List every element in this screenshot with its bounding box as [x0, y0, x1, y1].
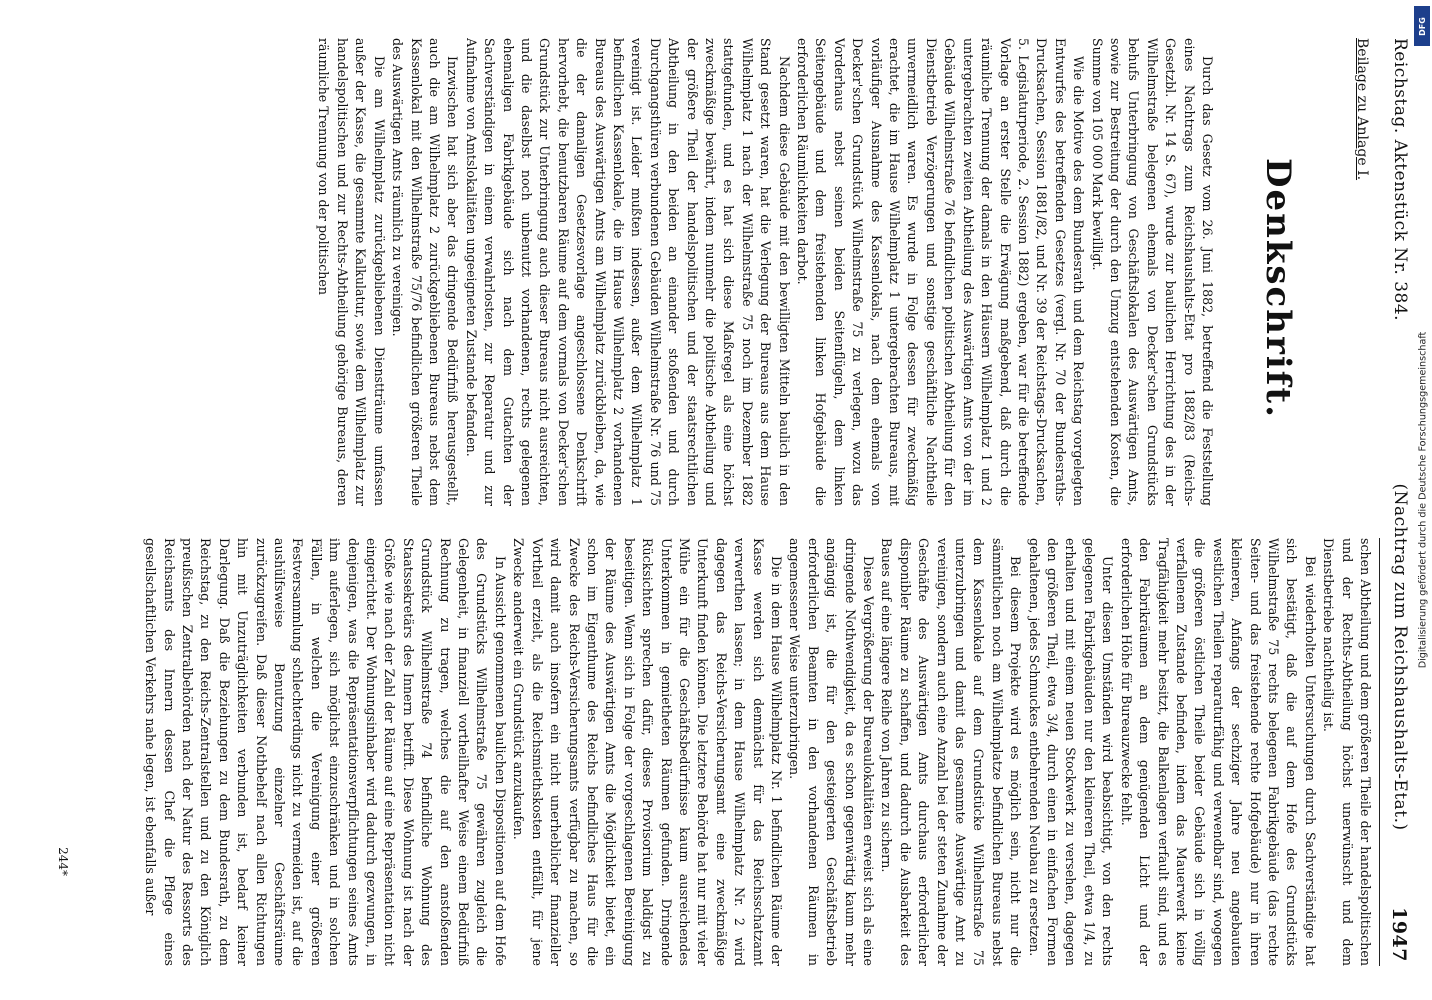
left-column — [314, 38, 1216, 506]
rotated-page-content — [56, 38, 1416, 966]
paragraph: In Aussicht genommenen baulichen Dispositionen auf dem Hofe des Grundstücks Wilhelmstraße 75 gewähren zugleich die Gelegenheit, in finanziell vortheilhafter Weise einem Bedürfniß Rechnung zu tragen, welches die auf den anstoßenden Grundstück Wilhelmstraße 74 befindliche Wohnung des Staatssekretärs des Innern betrifft. Diese Wohnung ist nach der Größe wie nach der Zahl der Räume auf eine Repräsentation nicht eingerichtet. Der Wohnungsinhaber wird dadurch gezwungen, in denjenigen, was die Repräsentationsverpflichtungen seines Amts ihm auferlegen, sich möglichst einzuschränken und in solchen Fällen, in welchen die Vereinigung einer größeren Festversammlung schlechterdings nicht zu vermeiden ist, auf die aushülfsweise Benutzung einzelner Geschäftsräume zurückzugreifen. Daß dieser Nothbehelf nach allen Richtungen hin mit Unzuträglichkeiten verbunden ist, bedarf keiner Darlegung. Daß die Beziehungen zu dem Bundesrath, zu dem Reichstag, zu den Reichs-Zentralstellen und zu den Königlich preußischen Zentralbehörden nach der Natur des Ressorts des Reichsamts des Innern dessen Chef die Pflege eines gesellschaftlichen Verkehrs nahe legen, ist ebenfalls außer — [143, 538, 508, 966]
header-rule — [1379, 538, 1380, 966]
paragraph: Nachdem diese Gebäude mit den bewilligten Mitteln baulich in den Stand gesetzt waren, hat die Verlegung der Bureaus aus dem Hause Wilhelmplatz 1 nach der Wilhelmstraße 75 noch im Dezember 1882 stattgefunden, und es hat sich diese Maßregel als eine höchst zweckmäßige bewährt, indem nunmehr die politische Abtheilung und der größere Theil der handelspolitischen und der staatsrechtlichen Abtheilung in den beiden an einander stoßenden und durch Durchgangsthüren verbundenen Gebäuden Wilhelmstraße Nr. 76 und 75 vereinigt ist. Leider mußten indessen, außer dem Wilhelmplatz 1 befindlichen Kassenlokale, die im Hause Wilhelmplatz 2 vorhandenen Bureaus des Auswärtigen Amts am Wilhelmplatz zurückbleiben, da, wie die der damaligen Gesetzesvorlage angeschlossene Denkschrift hervorhebt, die benutzbaren Räume auf dem vormals von Decker'schen Grundstück zur Unterbringung auch dieser Bureaus nicht ausreichten, und die daselbst noch unbenutzt vorhandenen, rechts gelegenen ehemaligen Fabrikgebäude sich nach dem Gutachten der Sachverständigen in einem verwahrlosten, zur Reparatur und zur Aufnahme von Amtslokalitäten ungeeigneten Zustande befanden. — [463, 38, 792, 506]
paragraph: Unter diesen Umständen wird beabsichtigt, von den rechts gelegenen Fabrikgebäuden nur den kleineren Theil, etwa 1/4, zu erhalten und mit einem neuen Stockwerk zu versehen, dagegen den größeren Theil, etwa 3/4, durch einen in einfachen Formen gehaltenen, jedes Schmuckes entbehrenden Neubau zu ersetzen. — [1026, 538, 1116, 966]
footer-mark: 244* — [56, 847, 70, 876]
paragraph: Die in dem Hause Wilhelmplatz Nr. 1 befindlichen Räume der Kasse werden sich demnächst für das Reichsschatzamt verwerthen lassen; in dem Hause Wilhelmplatz Nr. 2 wird dagegen das Reichs-Versicherungsamt eine zweckmäßige Unterkunft finden können. Die letztere Behörde hat nur mit vieler Mühe ein für die Geschäftsbedürfnisse kaum ausreichendes Unterkommen in gemietheten Räumen gefunden. Dringende Rücksichten sprechen dafür, dieses Provisorium baldigst zu beseitigen. Wenn sich in Folge der vorgeschlagenen Bereinigung der Räume des Auswärtigen Amts die Möglichkeit bietet, ein schon im Eigenthume des Reichs befindliches Haus für die Zwecke des Reichs-Versicherungsamts verfügbar zu machen, so wird damit auch insofern ein nicht unerheblicher finanzieller Vortheil erzielt, als die Reichsmiethskosten entfällt, für jene Zwecke anderweit ein Grundstück anzukaufen. — [511, 538, 784, 966]
credit-line — [1416, 0, 1430, 1000]
paragraph: Inzwischen hat sich aber das dringende Bedürfniß herausgestellt, auch die am Wilhelmplatz 2 zurückgebliebenen Bureaus nebst dem Kassenlokal mit den Wilhelmstraße 75/76 befindlichen größeren Theile des Auswärtigen Amts räumlich zu vereinigen. — [390, 38, 461, 506]
paragraph: Durch das Gesetz vom 26. Juni 1882, betreffend die Feststellung eines Nachtrags zum Reichshaushalts-Etat pro 1882/83 (Reichs-Gesetzbl. Nr. 14 S. 67), wurde zur baulichen Herrichtung des in der Wilhelmstraße belegenen ehemals von Decker'schen Grundstücks behufs Unterbringung von Geschäftslokalen des Auswärtigen Amts, sowie zur Bestreitung der durch den Umzug entstehenden Kosten, die Summe von 105 000 Mark bewilligt. — [1089, 38, 1215, 506]
header-middle: (Nachtrag zum Reichshaushalts-Etat.) — [1390, 483, 1410, 831]
credit-text: Digitalisierung gefördert durch die Deutsche Forschungsgemeinschaft — [1417, 331, 1429, 669]
paragraph: schen Abtheilung und dem größeren Theile der handelspolitischen und der Rechts-Abtheilung höchst unerwünscht und dem Dienstbetriebe nachtheilig ist. — [1321, 538, 1373, 966]
page-number: 1947 — [1388, 907, 1410, 962]
header-left: Reichstag. Aktenstück Nr. 384. — [1390, 38, 1410, 322]
right-column — [141, 538, 1374, 966]
paragraph: Die am Wilhelmplatz zurückgebliebenen Dienstträume umfassen außer der Kasse, die gesammte Kalkulatur, sowie dem Wilhelmplatz zur handelspolitischen und zur Rechts-Abtheilung gehörige Bureaus, deren räumliche Trennung von der politischen — [316, 38, 387, 506]
dfg-logo: DFG — [1414, 6, 1430, 46]
paragraph: Diese Vergrößerung der Bureaulokalitäten erweist sich als eine dringende Nothwendigkeit, da es schon gegenwärtig kaum mehr angängig ist, die für den gesteigerten Geschäftsbetrieb erforderlichen Beamten in den vorhandenen Räumen in angemessener Weise unterzubringen. — [787, 538, 877, 966]
paragraph: Bei wiederholten Untersuchungen durch Sachverständige hat sich bestätigt, daß die auf dem Hofe des Grundstücks Wilhelmstraße 75 rechts belegenen Fabrikgebäude (das rechte Seiten- und das freistehende rechte Hofgebäude) nur in ihren kleineren, Anfangs der sechziger Jahre neu angebauten westlichen Theilen reparaturfähig und verwendbar sind, wogegen die größeren östlichen Theile beider Gebäude sich in völlig verfallenem Zustande befinden, indem das Mauerwerk keine Tragfähigkeit mehr besitzt, die Balkenlagen verfault sind, und es den Fabrikräumen an dem genügenden Licht und der erforderlichen Höhe für Bureauzwecke fehlt. — [1118, 538, 1318, 966]
scanned-page — [56, 38, 1416, 966]
paragraph: Wie die Motive des dem Bundesrath und dem Reichstag vorgelegten Entwurfes des betreffenden Gesetzes (vergl. Nr. 70 der Bundesraths-Drucksachen, Session 1881/82, und Nr. 39 der Reichstags-Drucksachen, 5. Legislaturperiode, 2. Session 1882) ergeben, war für die betreffende Vorlage an erster Stelle die Erwägung maßgebend, daß durch die räumliche Trennung der damals in den Häusern Wilhelmplatz 1 und 2 untergebrachten zweiten Abtheilung des Auswärtigen Amts von der im Gebäude Wilhelmstraße 76 befindlichen politischen Abtheilung für den Dienstbetrieb Verzögerungen und sonstige geschäftliche Nachtheile unvermeidlich waren. Es wurde in Folge dessen für zweckmäßig erachtet, die im Hause Wilhelmplatz 1 untergebrachten Bureaus, mit vorläufiger Ausnahme des Kassenlokals, nach dem ehemals von Decker'schen Grundstück Wilhelmstraße 75 zu verlegen, wozu das Vorderhaus nebst seinen beiden Seitenflügeln, dem linken Seitengebäude und dem freistehenden linken Hofgebäude die erforderlichen Räumlichkeiten darbot. — [795, 38, 1087, 506]
beilage-label: Beilage zu Anlage I. — [1354, 38, 1370, 181]
document-title: Denkschrift. — [1258, 158, 1298, 419]
page-header — [1380, 38, 1416, 966]
paragraph: Bei diesem Projekte wird es möglich sein, nicht nur die sämmtlichen noch am Wilhelmplatze befindlichen Bureaus nebst dem Kassenlokale auf dem Grundstücke Wilhelmstraße 75 unterzubringen und damit das gesammte Auswärtige Amt zu vereinigen, sondern auch eine Anzahl bei der steten Zunahme der Geschäfte des Auswärtigen Amts durchaus erforderlicher disponibler Räume zu schaffen, und dadurch die Ausbarkeit des Baues auf eine längere Reihe von Jahren zu sichern. — [879, 538, 1024, 966]
